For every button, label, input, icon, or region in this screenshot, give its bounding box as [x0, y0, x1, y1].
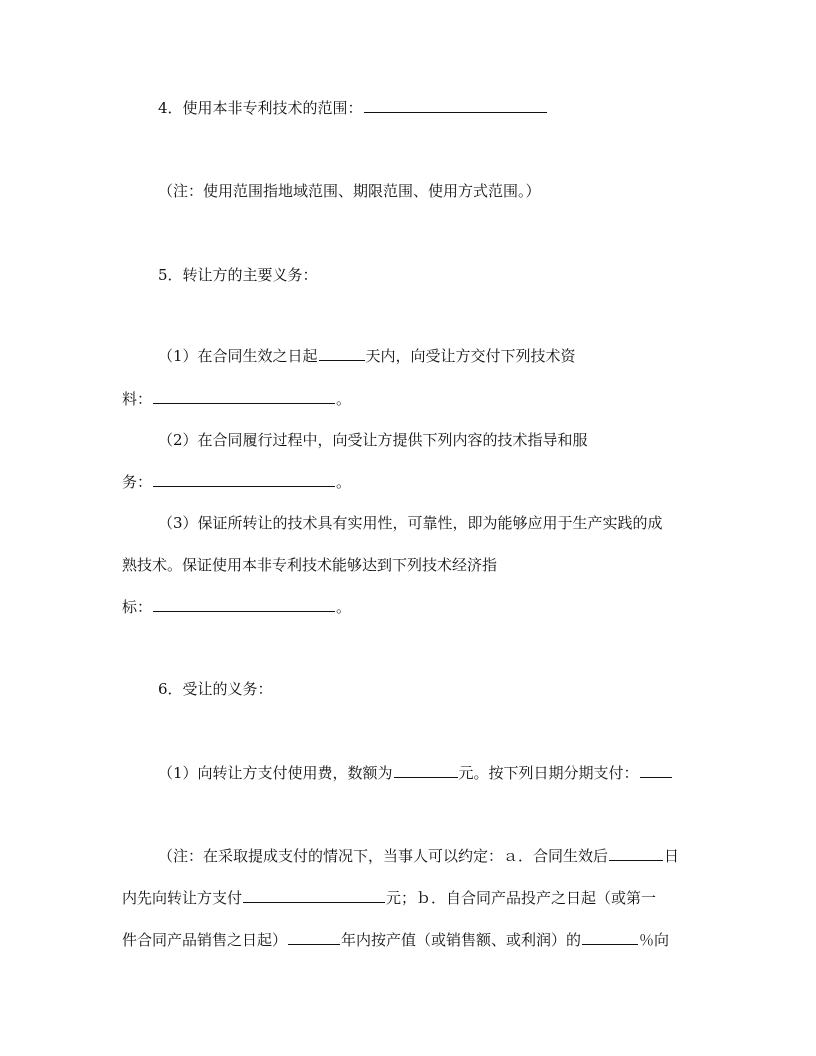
note-royalty-text-e: 件合同产品销售之日起） [122, 931, 288, 949]
fee-amount-blank[interactable] [394, 763, 458, 778]
clause-5-1-text-a: （1）在合同生效之日起 [158, 347, 318, 365]
note-scope [158, 181, 541, 201]
clause-5-1-line2 [122, 389, 351, 409]
note-royalty-text-b: 日 [664, 847, 680, 865]
clause-5 [158, 265, 318, 285]
note-royalty-text-d: 元；ｂ．自合同产品投产之日起（或第一 [386, 889, 657, 907]
clause-6-1 [158, 763, 673, 783]
days-after-blank[interactable] [609, 846, 663, 861]
advance-payment-blank[interactable] [243, 888, 385, 903]
clause-5-1-text-c: 料： [122, 390, 153, 408]
period-mark: 。 [336, 598, 352, 616]
installment-blank[interactable] [640, 763, 672, 778]
clause-5-2-line2 [122, 472, 351, 492]
clause-5-3-text-a: （3）保证所转让的技术具有实用性，可靠性，即为能够应用于生产实践的成 [158, 514, 663, 532]
note-scope-text: （注：使用范围指地域范围、期限范围、使用方式范围。） [158, 182, 541, 200]
clause-5-3-line1 [158, 513, 663, 533]
clause-5-2-line1 [158, 430, 588, 450]
note-royalty-text-f: 年内按产值（或销售额、或利润）的 [341, 931, 582, 949]
clause-5-2-text-b: 务： [122, 473, 153, 491]
note-royalty-text-g: ％向 [639, 931, 670, 949]
clause-5-3-line3 [122, 597, 351, 617]
clause-6-title: 6．受让的义务： [158, 680, 273, 698]
clause-6-1-text-a: （1）向转让方支付使用费，数额为 [158, 764, 393, 782]
materials-blank[interactable] [153, 389, 335, 404]
clause-4 [158, 98, 548, 118]
clause-5-1-text-b: 天内，向受让方交付下列技术资 [365, 347, 576, 365]
scope-blank[interactable] [364, 98, 547, 113]
clause-6 [158, 679, 273, 699]
clause-5-title: 5．转让方的主要义务： [158, 266, 318, 284]
indicators-blank[interactable] [153, 597, 335, 612]
years-blank[interactable] [288, 930, 340, 945]
clause-6-1-text-b: 元。按下列日期分期支付： [458, 764, 639, 782]
period-mark: 。 [336, 473, 352, 491]
days-blank[interactable] [319, 346, 365, 361]
note-royalty-line1 [158, 846, 679, 866]
clause-5-3-text-b: 熟技术。保证使用本非专利技术能够达到下列技术经济指 [122, 556, 498, 574]
note-royalty-text-a: （注：在采取提成支付的情况下，当事人可以约定：ａ．合同生效后 [158, 847, 609, 865]
clause-5-3-text-c: 标： [122, 598, 153, 616]
note-royalty-text-c: 内先向转让方支付 [122, 889, 243, 907]
clause-5-1-line1 [158, 346, 576, 366]
note-royalty-line3 [122, 930, 669, 950]
clause-5-2-text-a: （2）在合同履行过程中，向受让方提供下列内容的技术指导和服 [158, 431, 588, 449]
percentage-blank[interactable] [582, 930, 638, 945]
note-royalty-line2 [122, 888, 656, 908]
guidance-blank[interactable] [153, 472, 335, 487]
clause-5-3-line2 [122, 555, 497, 575]
clause-4-text: 4．使用本非专利技术的范围： [158, 99, 363, 117]
period-mark: 。 [336, 390, 352, 408]
